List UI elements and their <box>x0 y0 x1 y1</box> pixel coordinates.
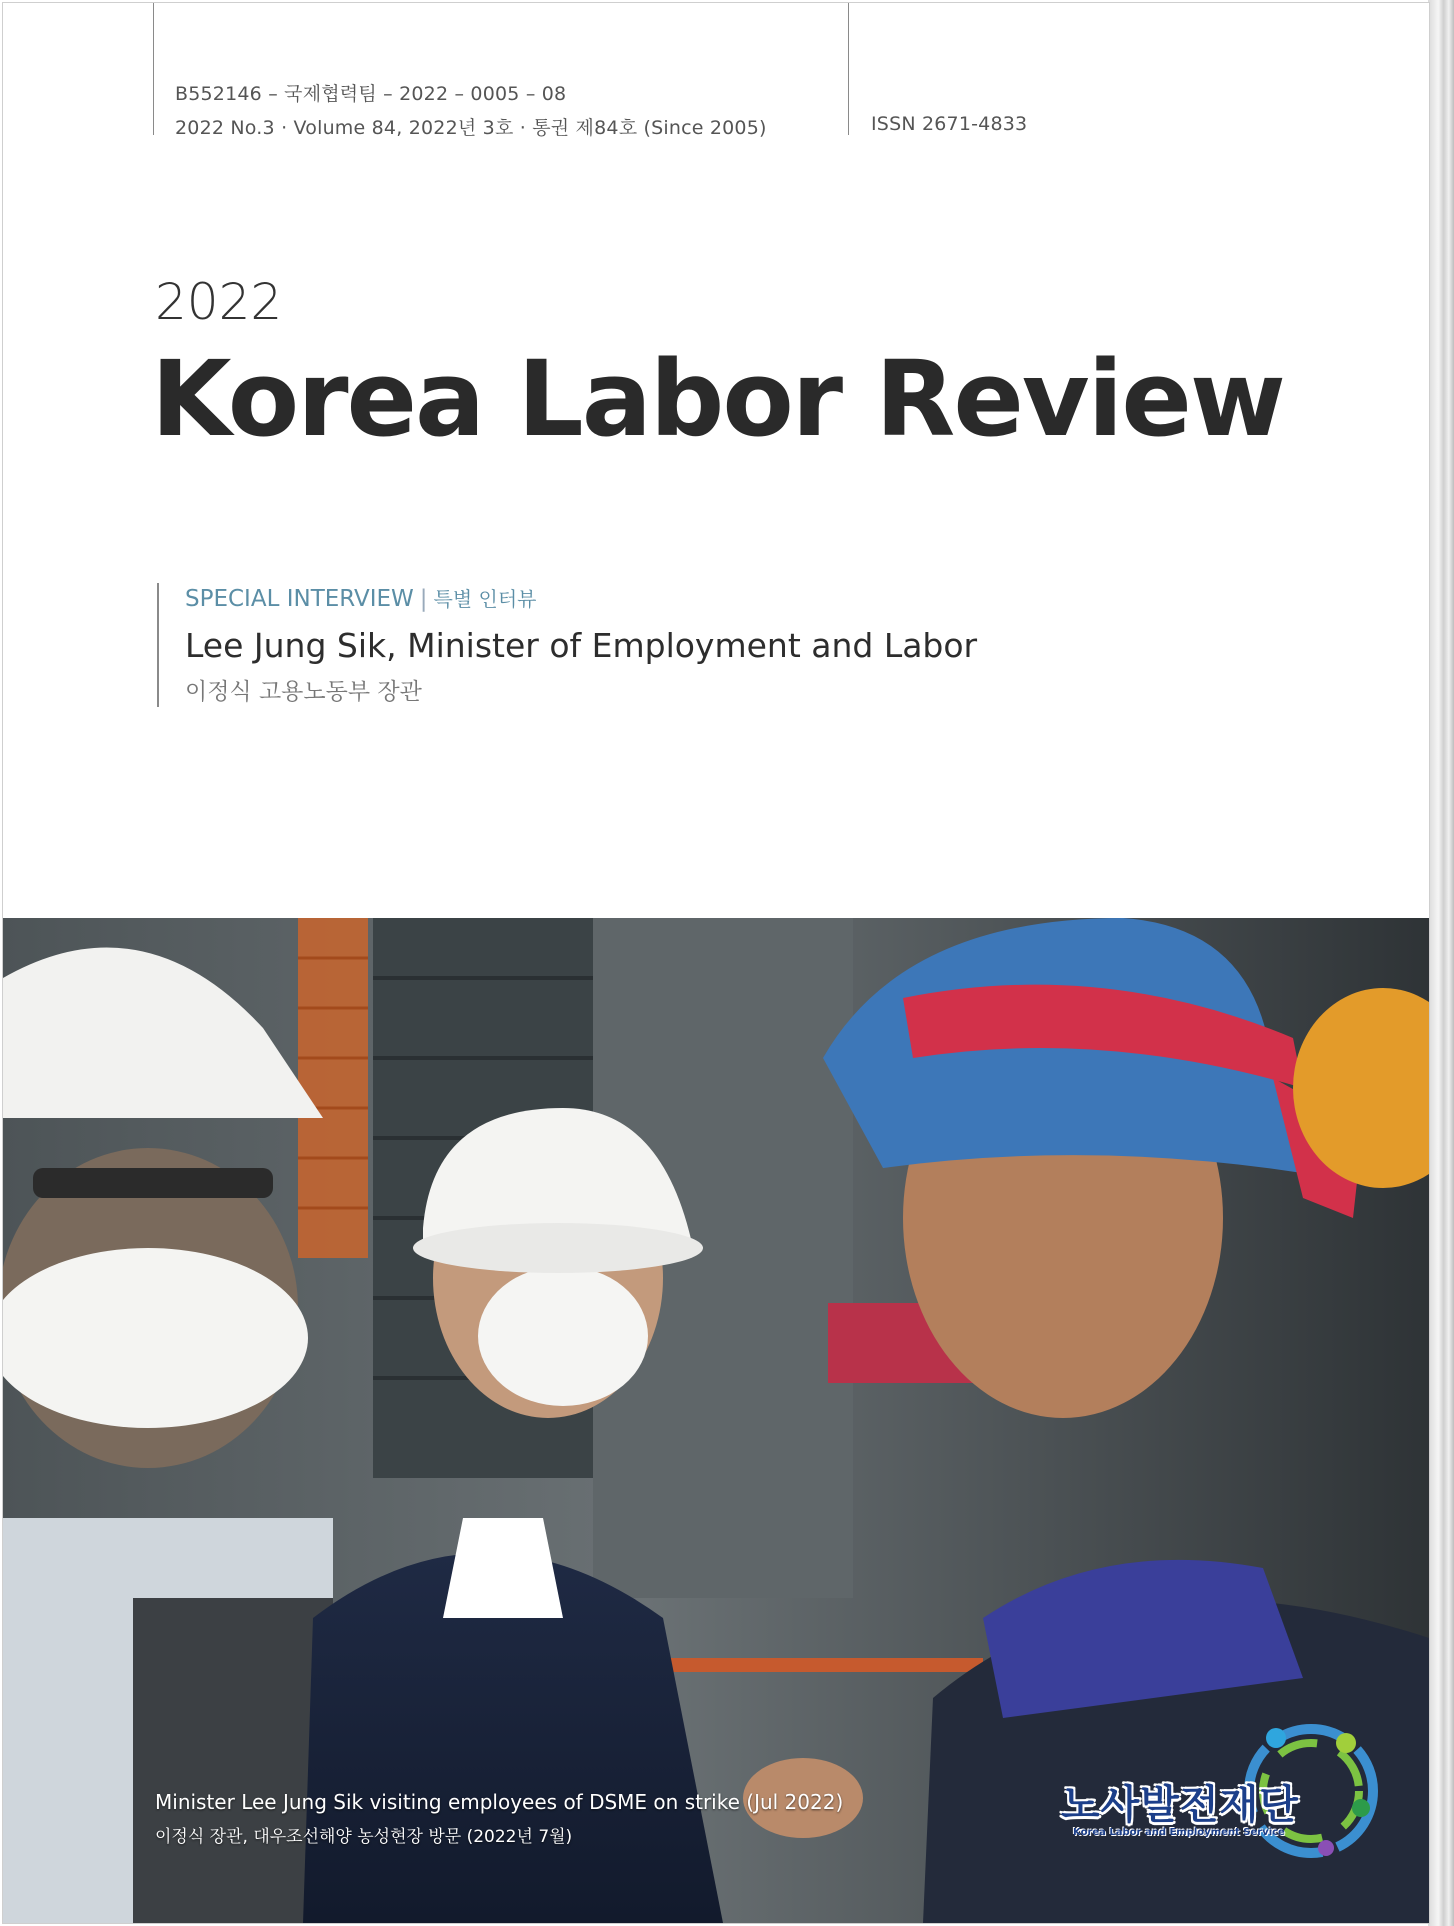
registration-number: B552146 – 국제협력팀 – 2022 – 0005 – 08 <box>175 83 567 105</box>
photo-caption <box>155 1790 843 1847</box>
kicker-en: SPECIAL INTERVIEW <box>185 586 414 612</box>
page-edge <box>1428 0 1454 1926</box>
magazine-title: Korea Labor Review <box>151 338 1284 460</box>
caption-ko: 이정식 장관, 대우조선해양 농성현장 방문 (2022년 7월) <box>155 1827 573 1847</box>
kicker-ko: 특별 인터뷰 <box>433 587 537 611</box>
issn: ISSN 2671-4833 <box>871 113 1028 135</box>
kicker-separator: | <box>419 586 428 612</box>
issue-info: 2022 No.3 · Volume 84, 2022년 3호 · 통권 제84호 (Since 2005) <box>175 117 767 139</box>
publisher-logo <box>1061 1713 1381 1863</box>
cover-year: 2022 <box>155 273 283 331</box>
publisher-name-ko: 노사발전재단 <box>1061 1782 1299 1828</box>
magazine-cover <box>2 2 1430 1924</box>
caption-en: Minister Lee Jung Sik visiting employees of DSME on strike (Jul 2022) <box>155 1790 844 1814</box>
header-divider-right <box>848 3 849 135</box>
interview-headline-ko: 이정식 고용노동부 장관 <box>185 679 422 705</box>
publisher-name-en: Korea Labor and Employment Service <box>1073 1827 1285 1838</box>
special-interview-block <box>157 583 977 707</box>
interview-headline: Lee Jung Sik, Minister of Employment and Labor <box>185 626 978 665</box>
header-divider-left <box>153 3 154 135</box>
interview-kicker <box>185 583 977 612</box>
